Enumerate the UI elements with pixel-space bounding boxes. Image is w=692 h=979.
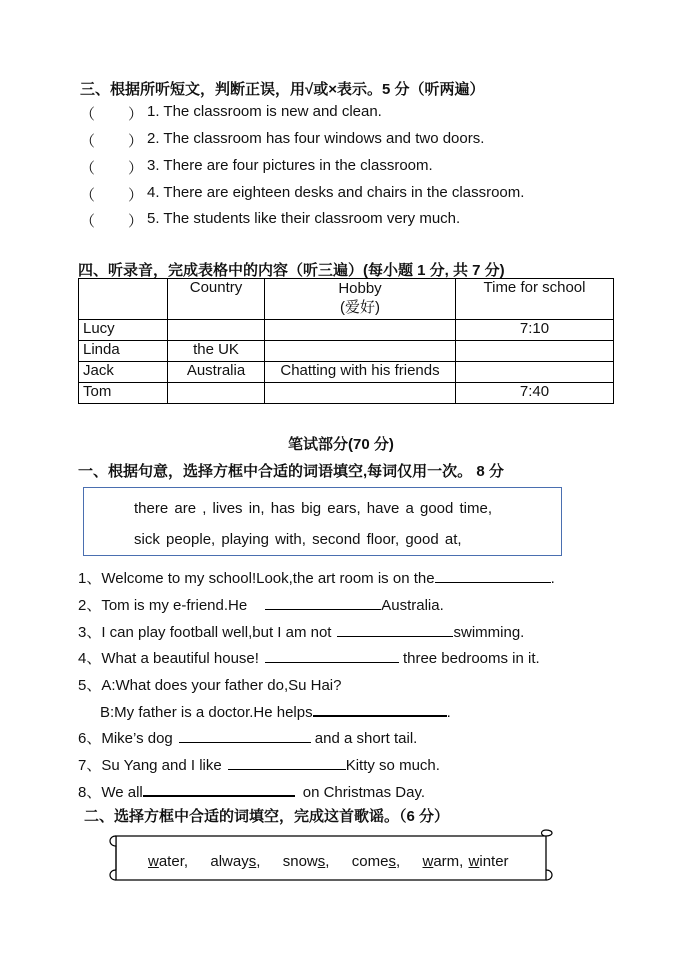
list-item (0, 184, 692, 204)
paren-close: ） (128, 133, 144, 150)
paren-close: ） (128, 106, 144, 123)
answer-blank[interactable] (265, 648, 399, 663)
list-item (0, 130, 692, 150)
written-part-title: 笔试部分(70 分) (288, 436, 394, 453)
table-header-cell: Country (168, 279, 265, 320)
list-item (0, 210, 692, 230)
question-text: . (446, 704, 451, 721)
question-text: Kitty so much. (345, 757, 440, 774)
statement: 3. There are four pictures in the classroom. (147, 157, 433, 174)
table-cell: Australia (168, 362, 265, 383)
table-header-cell (79, 279, 168, 320)
table-cell (168, 320, 265, 341)
paren-open: （ (80, 133, 96, 150)
question-text: . (550, 570, 555, 587)
question-text: on Christmas Day. (302, 784, 426, 801)
table-cell (456, 341, 614, 362)
table-row (79, 341, 614, 362)
table-cell: 7:10 (456, 320, 614, 341)
word-letter: s (317, 853, 326, 870)
table-cell: 7:40 (456, 383, 614, 404)
paren-close: ） (128, 213, 144, 230)
word-letter: w (468, 853, 480, 870)
question-text: 8、We all (78, 784, 143, 801)
question-6 (78, 727, 417, 748)
answer-blank[interactable] (435, 568, 551, 583)
table-cell: Linda (79, 341, 168, 362)
table-cell: Tom (79, 383, 168, 404)
word-text: arm, (433, 853, 464, 870)
word-text: ater, (158, 853, 189, 870)
table-cell: Chatting with his friends (265, 362, 456, 383)
table-cell (265, 383, 456, 404)
table-cell: Lucy (79, 320, 168, 341)
question-text: 1、Welcome to my school!Look,the art room is on the (78, 570, 435, 587)
paren-open: （ (80, 160, 96, 177)
table-header-cell (265, 279, 456, 320)
part2-title: 二、选择方框中合适的词填空，完成这首歌谣。（6 分） (84, 808, 450, 825)
table-cell: the UK (168, 341, 265, 362)
hobby-subheader: (爱好) (340, 299, 380, 316)
answer-blank[interactable] (179, 728, 311, 743)
section4-title: 四、听录音，完成表格中的内容（听三遍）(每小题 1 分, 共 7 分) (78, 262, 505, 279)
answer-blank[interactable] (265, 595, 381, 610)
hobby-header: Hobby (338, 280, 382, 297)
listening-table (78, 278, 614, 404)
question-text: 7、Su Yang and I like (78, 757, 222, 774)
table-header-row (79, 279, 614, 320)
table-header-cell: Time for school (456, 279, 614, 320)
answer-blank[interactable] (143, 781, 295, 797)
answer-blank[interactable] (313, 701, 447, 717)
table-cell (168, 383, 265, 404)
table-cell: Jack (79, 362, 168, 383)
table-row (79, 362, 614, 383)
word-text: inter (479, 853, 509, 870)
question-3 (78, 621, 524, 642)
word-bank-row: sick people, playing with, second floor, good at, (134, 531, 462, 548)
table-row (79, 383, 614, 404)
answer-blank[interactable] (337, 622, 453, 637)
word-text: , (395, 853, 401, 870)
paren-close: ） (128, 160, 144, 177)
part1-title: 一、根据句意，选择方框中合适的词语填空,每词仅用一次。 8 分 (78, 463, 504, 480)
statement: 4. There are eighteen desks and chairs in the classroom. (147, 184, 525, 201)
question-text: 3、I can play football well,but I am not (78, 624, 332, 641)
question-text: 4、What a beautiful house! (78, 650, 259, 667)
word-text: , (256, 853, 261, 870)
question-text: swimming. (453, 624, 525, 641)
question-text: 6、Mike’s dog (78, 730, 173, 747)
word-letter: w (148, 853, 159, 870)
paren-open: （ (80, 106, 96, 123)
question-4 (78, 647, 540, 668)
table-cell (265, 341, 456, 362)
paren-open: （ (80, 213, 96, 230)
question-5b (100, 701, 451, 721)
statement: 5. The students like their classroom very much. (147, 210, 461, 227)
question-text: three bedrooms in it. (402, 650, 540, 667)
word-text: snow (282, 853, 318, 870)
word-text: , (325, 853, 330, 870)
question-text: and a short tail. (314, 730, 418, 747)
paren-open: （ (80, 187, 96, 204)
word-bank-row: there are , lives in, has big ears, have a good time, (134, 500, 493, 517)
paren-close: ） (128, 187, 144, 204)
question-2 (78, 594, 444, 615)
table-row (79, 320, 614, 341)
word-letter: s (248, 853, 257, 870)
word-letter: s (388, 853, 396, 870)
question-5a: 5、A:What does your father do,Su Hai? (78, 677, 342, 694)
word-letter: w (422, 853, 434, 870)
list-item (0, 103, 692, 123)
question-text: Australia. (381, 597, 444, 614)
statement: 2. The classroom has four windows and two doors. (147, 130, 485, 147)
word-text: alway (210, 853, 249, 870)
statement: 1. The classroom is new and clean. (147, 103, 382, 120)
section3-title: 三、根据所听短文，判断正误，用√或×表示。5 分（听两遍） (80, 81, 485, 98)
table-cell (265, 320, 456, 341)
question-text: 2、Tom is my e-friend.He (78, 597, 248, 614)
question-8 (78, 781, 425, 802)
question-7 (78, 754, 440, 775)
song-word-bank (148, 853, 509, 870)
list-item (0, 157, 692, 177)
question-1 (78, 567, 555, 588)
table-cell (456, 362, 614, 383)
word-bank-box (83, 487, 562, 556)
question-text: B:My father is a doctor.He helps (100, 704, 313, 721)
answer-blank[interactable] (228, 755, 346, 770)
word-text: come (351, 853, 389, 870)
